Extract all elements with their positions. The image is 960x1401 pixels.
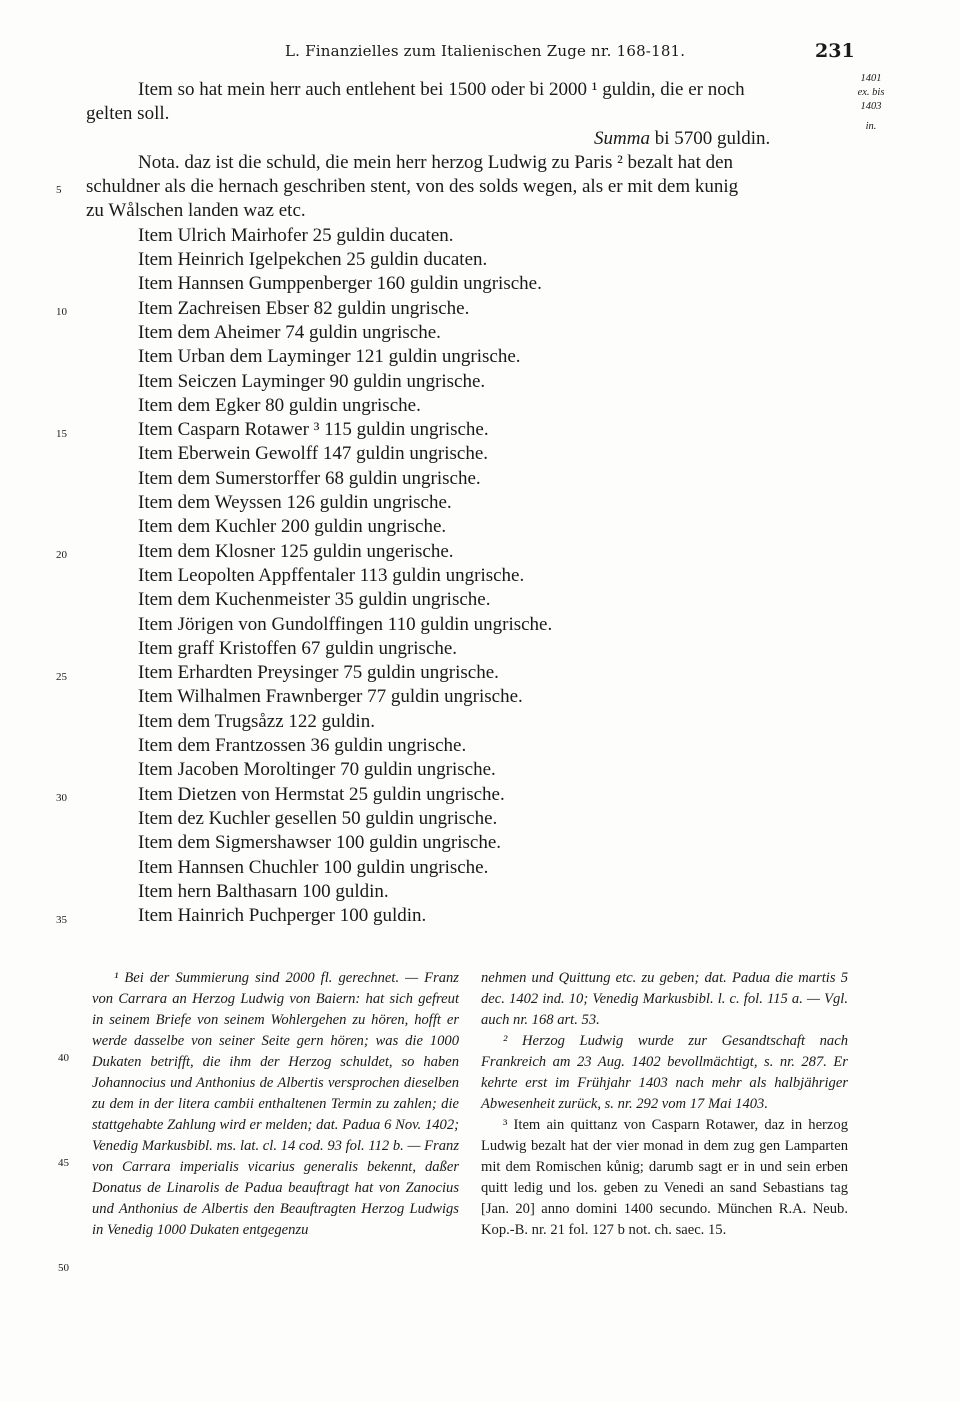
footnote-3: ³ Item ain quittanz von Casparn Rotawer, daz in herzog Ludwig bezalt hat der vier monad in dem zug gen Lamparten mit dem Romischen kůnig; darumb sagt er in und sein erben quitt ledig und los. geben zu Venedi an sand Sebastians tag [Jan. 20] anno domini 1400 secundo. München R.A. Neub. Kop.-B. nr. 21 fol. 127 b not. ch. saec. 15. <box>481 1117 848 1238</box>
list-item: Item Zachreisen Ebser 82 guldin ungrische. <box>138 297 470 319</box>
list-item: Item Hainrich Puchperger 100 guldin. <box>138 905 427 927</box>
summa-label: Summa <box>594 127 650 149</box>
footnote-2 <box>481 1031 848 1115</box>
footnote-1-continued: nehmen und Quittung etc. zu geben; dat. Padua die martis 5 dec. 1402 ind. 10; Venedig Markusbibl. l. c. fol. 115 a. — Vgl. auch nr. 168 art. 53. <box>481 970 848 1028</box>
page-number: 231 <box>815 40 855 62</box>
list-item: Item dem Egker 80 guldin ungrische. <box>138 394 421 416</box>
nota-line: zu Wålschen landen waz etc. <box>86 200 306 222</box>
list-item: Item Urban dem Layminger 121 guldin ungrische. <box>138 346 521 368</box>
list-item: Item dem Kuchenmeister 35 guldin ungrische. <box>138 589 491 611</box>
list-item: Item dem Aheimer 74 guldin ungrische. <box>138 321 441 343</box>
line-number: 5 <box>56 184 62 196</box>
line-number: 35 <box>56 914 67 926</box>
list-item: Item Hannsen Chuchler 100 guldin ungrische. <box>138 856 489 878</box>
list-item: Item Jörigen von Gundolffingen 110 guldin ungrische. <box>138 613 553 635</box>
list-item: Item dem Trugsåzz 122 guldin. <box>138 710 375 732</box>
list-item: Item hern Balthasarn 100 guldin. <box>138 880 389 902</box>
list-item: Item Dietzen von Hermstat 25 guldin ungrische. <box>138 783 505 805</box>
list-item: Item Erhardten Preysinger 75 guldin ungrische. <box>138 662 499 684</box>
line-number: 10 <box>56 306 67 318</box>
footnote-column-left <box>92 968 459 1241</box>
line-number: 20 <box>56 549 67 561</box>
main-text <box>86 78 850 928</box>
list-item: Item dem Sigmershawser 100 guldin ungrische. <box>138 832 502 854</box>
footnote-column-right <box>481 968 848 1241</box>
list-item: Item Casparn Rotawer ³ 115 guldin ungrische. <box>138 419 489 441</box>
footnote-1 <box>92 968 459 1241</box>
list-item: Item dem Weyssen 126 guldin ungrische. <box>138 492 452 514</box>
summa-value: bi 5700 guldin. <box>649 127 771 149</box>
margin-date <box>846 72 896 134</box>
list-item: Item Eberwein Gewolff 147 guldin ungrische. <box>138 443 489 465</box>
line-number: 45 <box>58 1157 69 1169</box>
list-item: Item dem Frantzossen 36 guldin ungrische. <box>138 735 467 757</box>
list-item: Item Hannsen Gumppenberger 160 guldin ungrische. <box>138 273 542 295</box>
list-item: Item graff Kristoffen 67 guldin ungrische. <box>138 637 458 659</box>
summa-line <box>86 127 850 151</box>
list-item: Item dem Kuchler 200 guldin ungrische. <box>138 516 447 538</box>
list-item: Item Ulrich Mairhofer 25 guldin ducaten. <box>138 224 454 246</box>
line-number: 30 <box>56 792 67 804</box>
line-number: 25 <box>56 671 67 683</box>
margin-date-line: ex. bis <box>857 87 885 98</box>
running-title: L. Finanzielles zum Italienischen Zuge nr. 168-181. <box>285 42 686 60</box>
margin-date-line: 1401 <box>860 73 882 84</box>
margin-date-line: 1403 <box>860 101 882 112</box>
nota-line: Nota. daz ist die schuld, die mein herr herzog Ludwig zu Paris ² bezalt hat den <box>138 151 734 173</box>
footnote-2-text: ² Herzog Ludwig wurde zur Gesandtschaft nach Frankreich am 23 Aug. 1402 bevollmächtigt, s. nr. 287. Er kehrte erst im Frühjahr 1403 nach mehr als halbjähriger Abwesenheit zurück, s. nr. 292 vom 17 Mai 1403. <box>481 1033 848 1112</box>
list-item: Item dez Kuchler gesellen 50 guldin ungrische. <box>138 807 498 829</box>
list-item: Item Leopolten Appffentaler 113 guldin ungrische. <box>138 564 525 586</box>
list-item: Item Wilhalmen Frawnberger 77 guldin ungrische. <box>138 686 523 708</box>
list-item: Item Jacoben Moroltinger 70 guldin ungrische. <box>138 759 496 781</box>
text-line: Item so hat mein herr auch entlehent bei 1500 oder bi 2000 ¹ guldin, die er noch <box>138 79 745 100</box>
item-list <box>86 224 850 929</box>
line-number: 15 <box>56 428 67 440</box>
list-item: Item dem Sumerstorffer 68 guldin ungrische. <box>138 467 481 489</box>
list-item: Item Heinrich Igelpekchen 25 guldin ducaten. <box>138 249 488 271</box>
line-number: 50 <box>58 1262 69 1274</box>
list-item: Item dem Klosner 125 guldin ungerische. <box>138 540 454 562</box>
nota-line: schuldner als die hernach geschriben stent, von des solds wegen, als er mit dem kunig <box>86 176 739 198</box>
list-item: Item Seiczen Layminger 90 guldin ungrische. <box>138 370 486 392</box>
page-header <box>0 40 960 64</box>
margin-date-line: in. <box>865 121 877 132</box>
footnote-1-text: ¹ Bei der Summierung sind 2000 fl. gerechnet. — Franz von Carrara an Herzog Ludwig von Baiern: hat sich gefreut in seinem Briefe von seinem Wohlergehen zu hören, hofft er werde dasselbe von seiner Seite gern hören; was die 1000 Dukaten betrifft, die ihm der Herzog schuldet, so haben Johannocius und Anthonius de Albertis versprochen dieselben zu dem in der litera cambii enthaltenen Termin zu zahlen; die stattgehabte Zahlung wird er melden; dat. Padua 6 Nov. 1402; Venedig Markusbibl. ms. lat. cl. 14 cod. 93 fol. 112 b. — Franz von Carrara imperialis vicarius generalis bekennt, daßer Donatus de Linarolis de Padua beauftragt hat von Zanocius und Anthonius de Albertis den Beauftragten Herzog Ludwigs in Venedig 1000 Dukaten entgegenzu <box>92 970 459 1238</box>
line-number: 40 <box>58 1052 69 1064</box>
text-line: gelten soll. <box>86 103 170 125</box>
